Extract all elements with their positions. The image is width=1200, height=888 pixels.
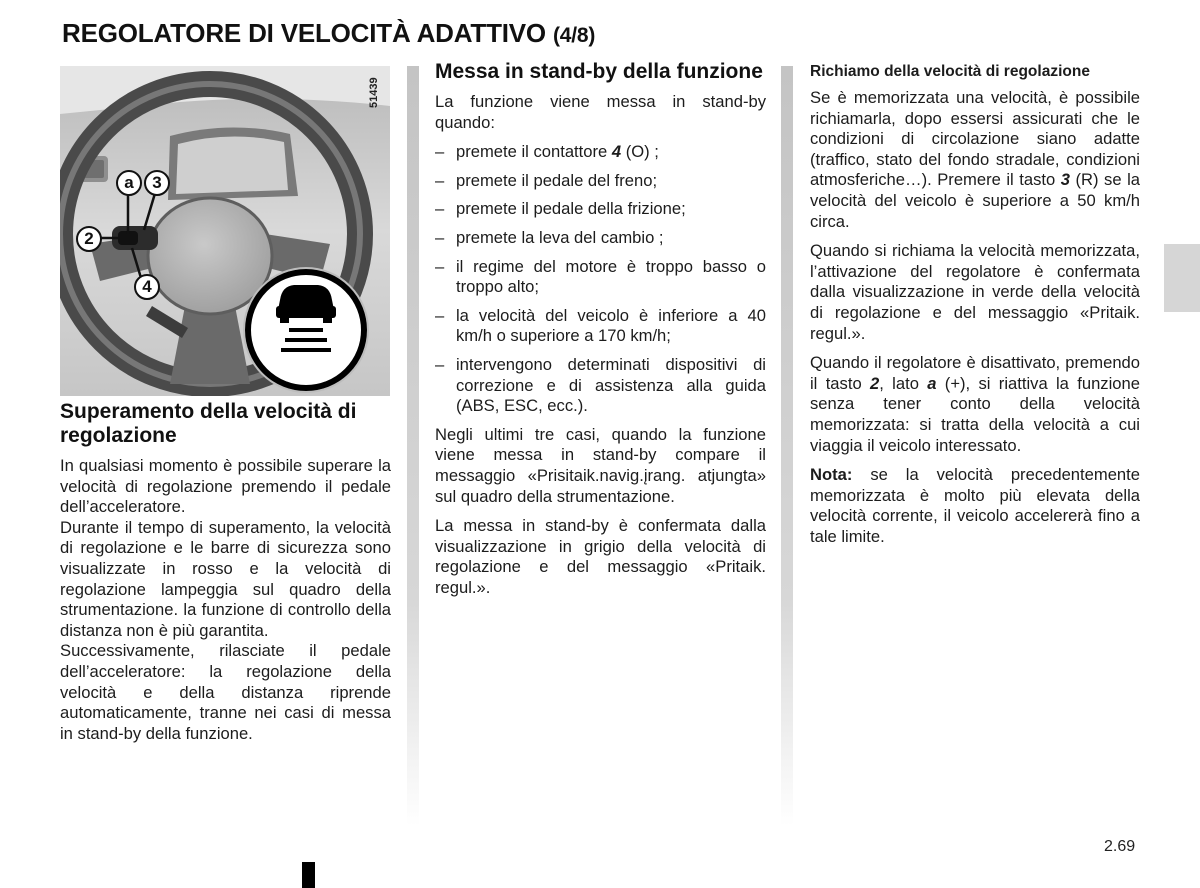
title-main: REGOLATORE DI VELOCITÀ ADATTIVO <box>62 18 546 48</box>
section-heading: Richiamo della velocità di regolazione <box>810 63 1090 80</box>
callout-a: a <box>116 170 142 196</box>
paragraph: Quando si richiama la velocità memorizzata, l’attivazione del regolatore è confermata dalla visualizzazione in verde della velocità di regolazione e del messaggio «Pritaik. regul.». <box>810 241 1140 343</box>
list-item: – premete il pedale del freno; <box>435 171 766 192</box>
steering-wheel-illustration <box>60 66 390 396</box>
paragraph: Negli ultimi tre casi, quando la funzione viene messa in stand-by compare il messaggio «Prisitaik.navig.įrang. atjungta» sul quadro della strumentazione. <box>435 424 766 506</box>
column-divider-right <box>781 66 793 826</box>
callout-3: 3 <box>144 170 170 196</box>
column-divider-left <box>407 66 419 826</box>
chapter-tab <box>1164 244 1200 312</box>
figure-code: 51439 <box>368 77 380 109</box>
page-number: 2.69 <box>1104 838 1136 855</box>
list-item: – la velocità del veicolo è inferiore a 40 km/h o superiore a 170 km/h; <box>435 306 766 347</box>
note-label: Nota: <box>810 465 853 485</box>
section-heading: Superamento della velocità di regolazione <box>60 400 357 447</box>
title-part-indicator: (4/8) <box>553 24 596 47</box>
control-reference: 3 <box>1060 170 1070 190</box>
section-override-speed <box>60 400 391 744</box>
section-standby <box>435 60 766 598</box>
control-reference: 2 <box>870 373 880 393</box>
steering-wheel-drawing <box>60 66 390 396</box>
list-item: – premete la leva del cambio ; <box>435 228 766 249</box>
control-reference: a <box>927 373 937 393</box>
paragraph: La funzione viene messa in stand-by quando: <box>435 92 766 132</box>
paragraph: Durante il tempo di superamento, la velocità di regolazione e le barre di sicurezza sono visualizzate in rosso e la velocità di regolazione lampeggia sul quadro della strumentazione. la funzione di controllo della distanza non è più garantita. <box>60 517 391 640</box>
note-paragraph: Nota: se la velocità precedentemente memorizzata è molto più elevata della velocità corrente, il veicolo accelererà fino a tale limite. <box>810 465 1140 546</box>
section-heading: Messa in stand-by della funzione <box>435 60 763 83</box>
standby-conditions-list <box>435 142 766 417</box>
page-title <box>62 18 595 49</box>
control-reference: 4 <box>611 142 622 162</box>
callout-2: 2 <box>76 226 102 252</box>
list-item: – intervengono determinati dispositivi di correzione e di assistenza alla guida (ABS, ESC, ecc.). <box>435 355 766 417</box>
list-item: – premete il pedale della frizione; <box>435 199 766 220</box>
list-item: – il regime del motore è troppo basso o troppo alto; <box>435 257 766 298</box>
paragraph: In qualsiasi momento è possibile superare la velocità di regolazione premendo il pedale dell’acceleratore. <box>60 456 391 517</box>
section-recall-speed <box>810 62 1140 547</box>
callout-4: 4 <box>134 274 160 300</box>
paragraph: Se è memorizzata una velocità, è possibile richiamarla, dopo essersi assicurati che le condizioni di circolazione siano adatte (traffico, stato del fondo stradale, condizioni atmosferiche…). Premere il tasto 3 (R) se la velocità del veicolo è superiore a 50 km/h circa. <box>810 88 1140 231</box>
paragraph: Quando il regolatore è disattivato, premendo il tasto 2, lato a (+), si riattiva la funzione senza tener conto della velocità memorizzata: si tratta della velocità a cui viaggia il veicolo interessato. <box>810 353 1140 455</box>
paragraph: Successivamente, rilasciate il pedale dell’acceleratore: la regolazione della velocità e della distanza riprende automaticamente, tranne nei casi di messa in stand-by della funzione. <box>60 641 391 743</box>
crop-mark <box>302 862 315 888</box>
list-item: – premete il contattore 4 (O) ; <box>435 142 766 163</box>
paragraph: La messa in stand-by è confermata dalla visualizzazione in grigio della velocità di regolazione e del messaggio «Pritaik. regul.». <box>435 516 766 597</box>
